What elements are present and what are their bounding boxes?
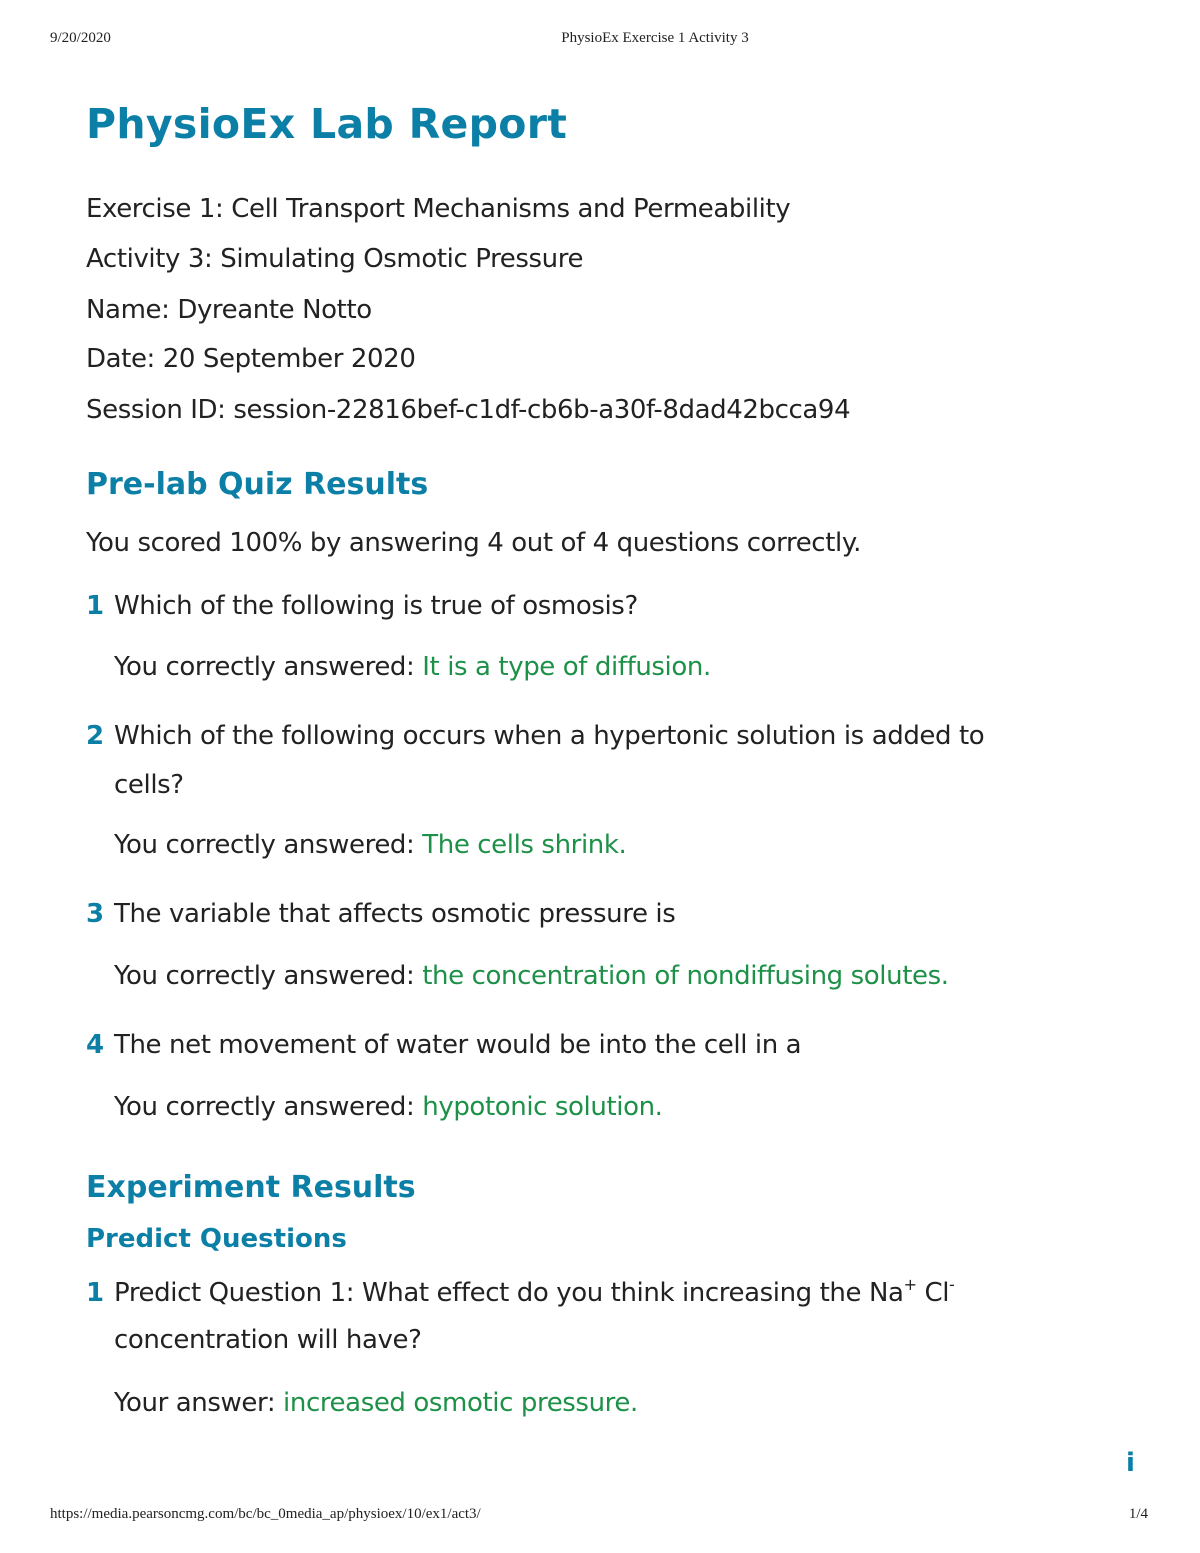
footer-url: https://media.pearsoncmg.com/bc/bc_0media_ap/physioex/10/ex1/act3/ [50, 1506, 481, 1522]
info-icon[interactable]: i [1126, 1448, 1135, 1478]
question-number: 1 [86, 591, 105, 621]
answer-prefix: You correctly answered: [114, 652, 423, 682]
answer-value: hypotonic solution. [422, 1092, 663, 1122]
prelab-heading: Pre-lab Quiz Results [86, 467, 429, 502]
print-header [0, 30, 1200, 52]
date-line: Date: 20 September 2020 [86, 344, 416, 374]
name-line: Name: Dyreante Notto [86, 295, 372, 325]
question-text: The net movement of water would be into the cell in a [114, 1030, 802, 1060]
question-text: Which of the following is true of osmosis? [114, 591, 638, 621]
question-number: 3 [86, 899, 105, 929]
activity-line: Activity 3: Simulating Osmotic Pressure [86, 244, 584, 274]
question-answer [114, 830, 626, 860]
predict-question-part2: Cl [916, 1278, 950, 1308]
answer-value: the concentration of nondiffusing solutes. [422, 961, 949, 991]
question-number: 4 [86, 1030, 105, 1060]
answer-value: The cells shrink. [422, 830, 627, 860]
answer-prefix: Your answer: [114, 1388, 284, 1418]
answer-prefix: You correctly answered: [114, 961, 423, 991]
question-answer [114, 1092, 663, 1122]
predict-subheading: Predict Questions [86, 1224, 347, 1254]
answer-prefix: You correctly answered: [114, 830, 423, 860]
superscript-minus: - [949, 1275, 955, 1294]
question-text: The variable that affects osmotic pressure is [114, 899, 676, 929]
print-page-title: PhysioEx Exercise 1 Activity 3 [561, 30, 749, 46]
session-line: Session ID: session-22816bef-c1df-cb6b-a30f-8dad42bcca94 [86, 395, 851, 425]
answer-value: increased osmotic pressure. [283, 1388, 638, 1418]
question-answer [114, 961, 949, 991]
predict-number: 1 [86, 1278, 105, 1308]
experiment-heading: Experiment Results [86, 1170, 416, 1205]
answer-prefix: You correctly answered: [114, 1092, 423, 1122]
report-title: PhysioEx Lab Report [86, 100, 568, 148]
page-number: 1/4 [1128, 1506, 1148, 1522]
exercise-line: Exercise 1: Cell Transport Mechanisms and Permeability [86, 194, 791, 224]
question-answer [114, 652, 711, 682]
print-date: 9/20/2020 [50, 30, 111, 46]
superscript-plus: + [903, 1275, 917, 1294]
answer-value: It is a type of diffusion. [422, 652, 711, 682]
predict-question-part1: Predict Question 1: What effect do you think increasing the Na [114, 1278, 904, 1308]
prelab-score: You scored 100% by answering 4 out of 4 questions correctly. [86, 528, 861, 558]
predict-question-line1 [114, 1275, 955, 1308]
question-text-line2: cells? [114, 770, 184, 800]
question-text-line1: Which of the following occurs when a hypertonic solution is added to [114, 721, 985, 751]
question-number: 2 [86, 721, 105, 751]
predict-answer [114, 1388, 638, 1418]
predict-question-line2: concentration will have? [114, 1325, 422, 1355]
print-footer [0, 1506, 1200, 1528]
